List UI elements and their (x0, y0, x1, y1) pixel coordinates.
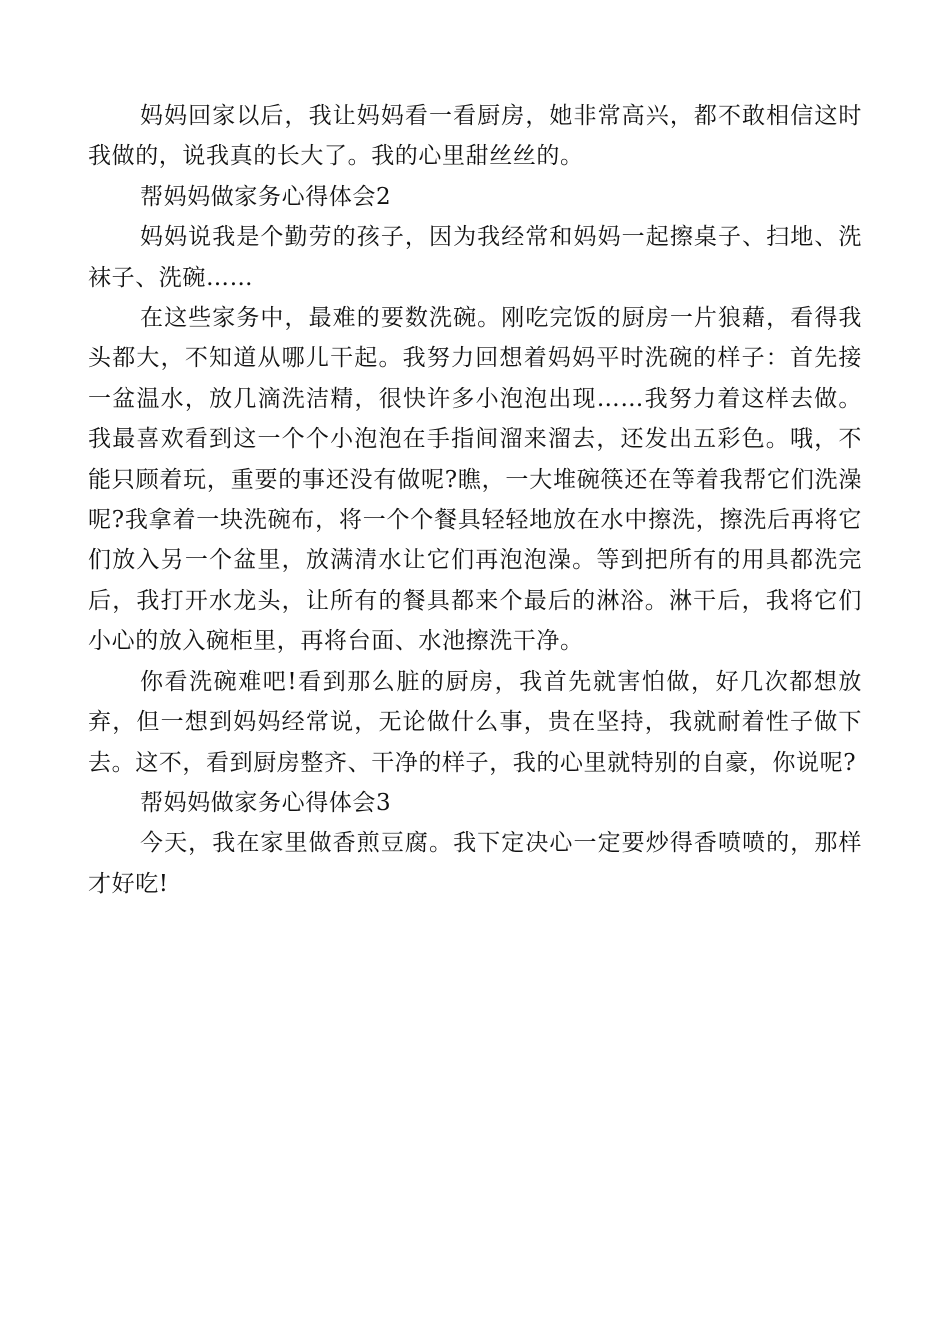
section-heading: 帮妈妈做家务心得体会3 (140, 789, 392, 816)
document-page (88, 96, 862, 904)
paragraph: 你看洗碗难吧!看到那么脏的厨房，我首先就害怕做，好几次都想放弃，但一想到妈妈经常说，无论做什么事，贵在坚持，我就耐着性子做下去。这不，看到厨房整齐、干净的样子，我的心里就特别的自豪，你说呢? (88, 668, 862, 776)
paragraph: 今天，我在家里做香煎豆腐。我下定决心一定要炒得香喷喷的，那样才好吃! (88, 830, 862, 897)
paragraph: 妈妈回家以后，我让妈妈看一看厨房，她非常高兴，都不敢相信这时我做的，说我真的长大了。我的心里甜丝丝的。 (88, 103, 862, 170)
section-heading: 帮妈妈做家务心得体会2 (140, 183, 392, 210)
paragraph: 在这些家务中，最难的要数洗碗。刚吃完饭的厨房一片狼藉，看得我头都大，不知道从哪儿干起。我努力回想着妈妈平时洗碗的样子：首先接一盆温水，放几滴洗洁精，很快许多小泡泡出现……我努力着这样去做。我最喜欢看到这一个个小泡泡在手指间溜来溜去，还发出五彩色。哦，不能只顾着玩，重要的事还没有做呢?瞧，一大堆碗筷还在等着我帮它们洗澡呢?我拿着一块洗碗布，将一个个餐具轻轻地放在水中擦洗，擦洗后再将它们放入另一个盆里，放满清水让它们再泡泡澡。等到把所有的用具都洗完后，我打开水龙头，让所有的餐具都来个最后的淋浴。淋干后，我将它们小心的放入碗柜里，再将台面、水池擦洗干净。 (88, 305, 862, 655)
paragraph: 妈妈说我是个勤劳的孩子，因为我经常和妈妈一起擦桌子、扫地、洗袜子、洗碗…… (88, 224, 862, 291)
